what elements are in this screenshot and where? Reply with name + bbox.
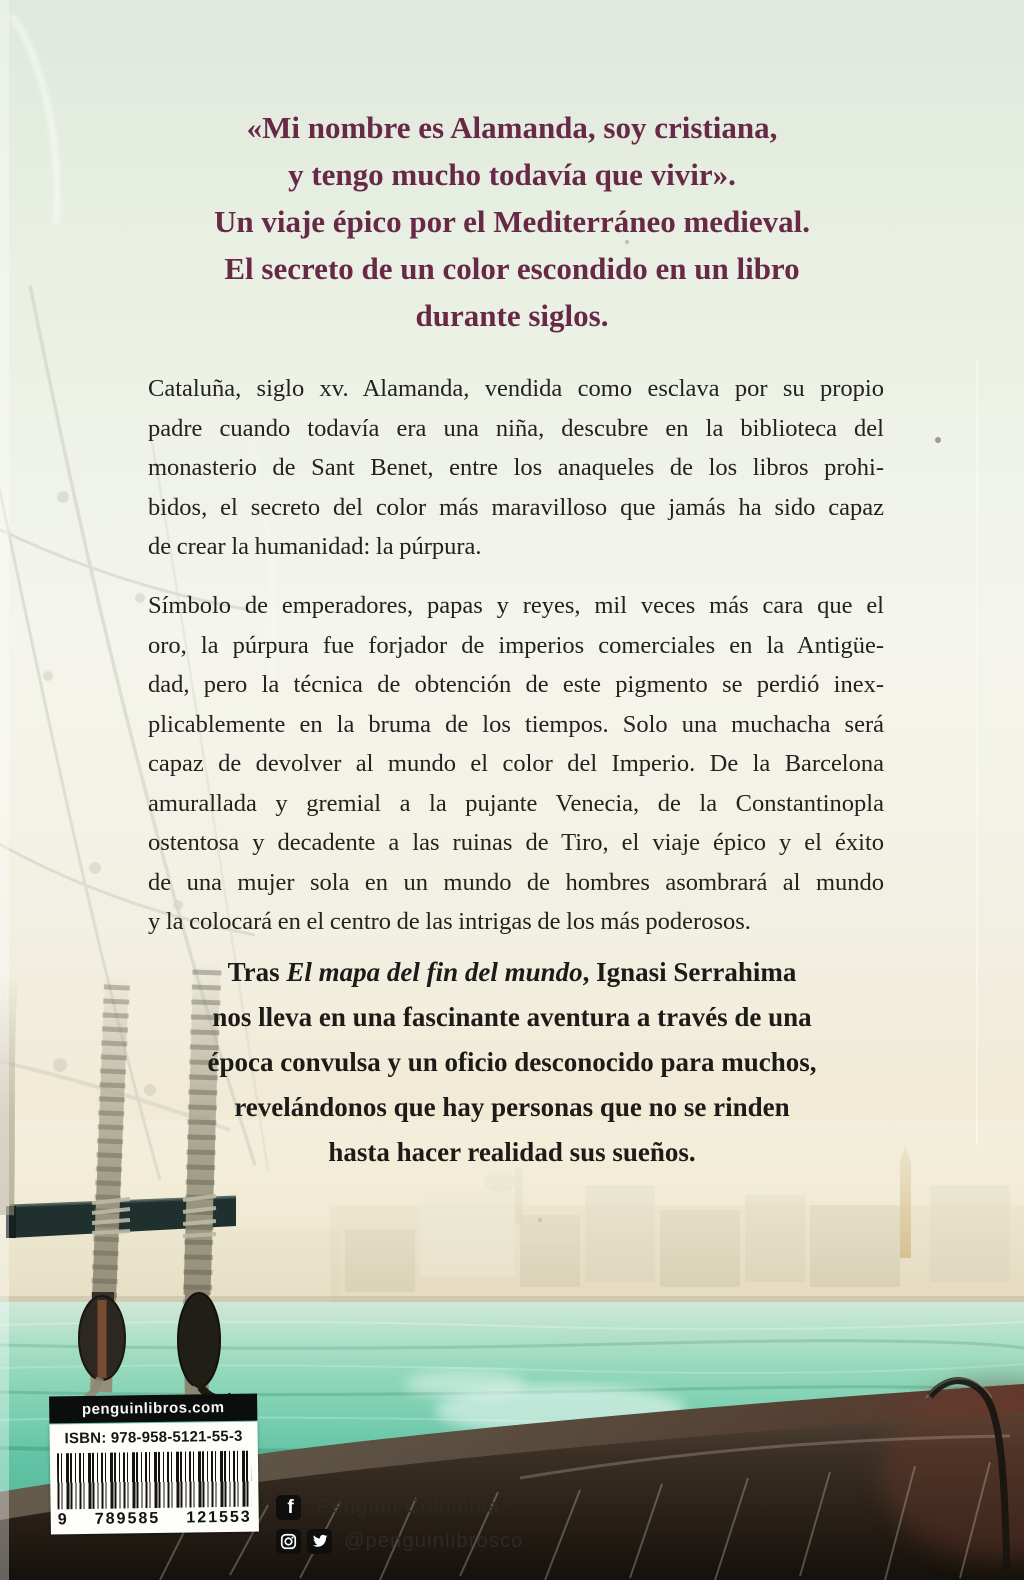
text-segment: , Ignasi Serrahima [582,957,797,987]
text-line: bidos, el secreto del color más maravilloso que jamás ha sido capaz [148,493,884,521]
text-line: nos lleva en una fascinante aventura a través de una [212,1002,812,1032]
text-line: de crear la humanidad: la púrpura. [148,533,482,560]
barcode-digit-group: 121553 [186,1508,252,1527]
isbn-block [49,1394,259,1535]
instagram-icon [276,1529,301,1554]
text-line: padre cuando todavía era una niña, descubre en la biblioteca del [148,414,884,442]
handle-row [276,1526,524,1556]
barcode-digit-group: 9 [57,1511,69,1529]
text-line: Un viaje épico por el Mediterráneo medieval. [213,204,811,239]
isbn-box [49,1422,259,1535]
text-line: y la colocará en el centro de las intrigas de los más poderosos. [148,908,751,935]
text-segment: Tras [227,957,287,987]
promo-paragraph [110,950,914,1175]
text-line: El secreto de un color escondido en un libro [224,251,800,286]
text-line: época convulsa y un oficio desconocido para muchos, [207,1047,817,1077]
synopsis-paragraph-1 [148,369,884,567]
text-line: amurallada y gremial a la pujante Venecia, de la Constantinopla [148,789,884,817]
pull-quote [0,104,1024,339]
barcode-digits [58,1509,252,1530]
website-bar [49,1394,257,1424]
book-title-italic: El mapa del fin del mundo [286,957,583,987]
twitter-icon [307,1529,332,1554]
barcode-digit-group: 789585 [94,1509,161,1528]
text-line: hasta hacer realidad sus sueños. [328,1137,696,1167]
facebook-icon: f [276,1495,301,1520]
text-line: oro, la púrpura fue forjador de imperios comerciales en la Antigüe- [148,631,884,659]
isbn-label: ISBN: 978-958-5121-55-3 [64,1427,243,1448]
synopsis-paragraph-2 [148,586,884,942]
text-line: monasterio de Sant Benet, entre los anaqueles de los libros prohi- [148,454,884,481]
facebook-label: Penguin Colombia [317,1495,500,1518]
barcode [57,1451,252,1510]
pulley-block-right [178,1293,220,1387]
text-line: dad, pero la técnica de obtención de este pigmento se perdió inex- [148,671,884,698]
text-line: «Mi nombre es Alamanda, soy cristiana, [246,110,778,145]
text-line: plicablemente en la bruma de los tiempos. Solo una muchacha será [148,710,884,738]
website-url: penguinlibros.com [81,1399,225,1419]
social-handle: @penguinlibrosco [344,1529,524,1552]
text-line: capaz de devolver al mundo el color del Imperio. De la Barcelona [148,750,884,777]
text-line: ostentosa y decadente a las ruinas de Tiro, el viaje épico y el éxito [148,829,884,856]
social-links [276,1492,524,1560]
facebook-row [276,1492,524,1522]
text-line: de una mujer sola en un mundo de hombres asombrará al mundo [148,868,884,896]
text-line: Cataluña, siglo xv. Alamanda, vendida como esclava por su propio [148,375,884,402]
text-line: y tengo mucho todavía que vivir». [288,157,736,192]
text-line: revelándonos que hay personas que no se rinden [234,1092,790,1122]
text-line: Símbolo de emperadores, papas y reyes, mil veces más cara que el [148,592,884,619]
text-line: durante siglos. [415,298,609,333]
text-line [110,950,914,995]
